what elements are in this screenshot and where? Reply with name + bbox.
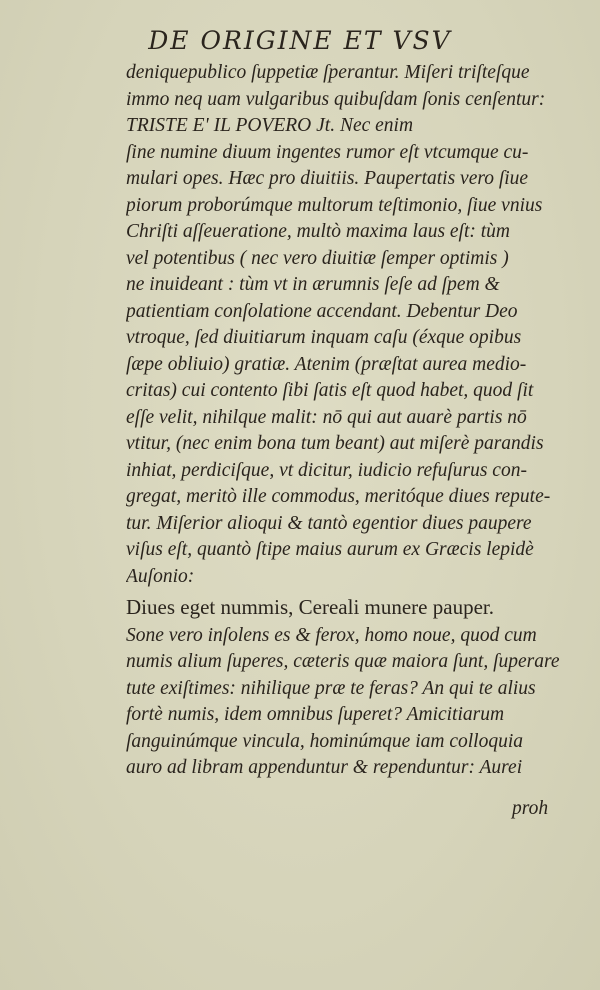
text-line: TRISTE E' IL POVERO Jt. Nec enim (126, 115, 414, 136)
text-line: vtroque, ſed diuitiarum inquam caſu (éxque opibus (126, 327, 522, 348)
text-line: tur. Miſerior alioqui & tantò egentior diues paupere (126, 512, 532, 534)
text-line: vel potentibus ( nec vero diuitiæ ſemper optimis ) (126, 247, 509, 269)
text-line: auro ad libram appenduntur & rependuntur: Aurei (126, 757, 523, 778)
text-line: ſanguinúmque vincula, hominúmque iam colloquia (126, 730, 523, 752)
text-line: piorum proborúmque multorum teſtimonio, ſiue vnius (126, 194, 543, 216)
text-line: Sone vero inſolens es & ferox, homo noue, quod cum (126, 624, 537, 646)
catchword: proh (512, 798, 549, 819)
text-line: eſſe velit, nihilque malit: nō qui aut auarè partis nō (126, 406, 527, 428)
text-line: immo neq uam vulgaribus quibuſdam ſonis cenſentur: (126, 88, 546, 110)
text-line: gregat, meritò ille commodus, meritóque diues repute- (126, 486, 551, 507)
text-line: tute exiſtimes: nihilique præ te feras? An qui te alius (126, 677, 536, 699)
text-line: fortè numis, idem omnibus ſuperet? Amicitiarum (126, 704, 505, 725)
text-line: mulari opes. Hæc pro diuitiis. Paupertatis vero ſiue (126, 168, 529, 189)
verse-line: Diues eget nummis, Cereali munere pauper. (126, 595, 494, 619)
text-line: Chriſti aſſeueratione, multò maxima laus eſt: tùm (126, 221, 511, 242)
text-line: ſine numine diuum ingentes rumor eſt vtcumque cu- (126, 141, 529, 163)
text-line: vtitur, (nec enim bona tum beant) aut miſerè parandis (126, 433, 544, 454)
text-line: patientiam conſolatione accendant. Debentur Deo (126, 300, 518, 322)
text-line: inhiat, perdiciſque, vt dicitur, iudicio refuſurus con- (126, 459, 527, 481)
text-line: numis alium ſuperes, cæteris quæ maiora ſunt, ſuperare (126, 651, 560, 672)
text-line: Auſonio: (126, 565, 195, 587)
running-head: DE ORIGINE ET VSV (148, 26, 452, 55)
text-line: viſus eſt, quantò ſtipe maius aurum ex Græcis lepidè (126, 539, 534, 560)
text-line: critas) cui contento ſibi ſatis eſt quod habet, quod ſit (126, 380, 534, 401)
text-line: deniquepublico ſuppetiæ ſperantur. Miſeri triſteſque (126, 62, 530, 83)
text-block (126, 60, 562, 782)
text-line: ſæpe obliuio) gratiæ. Atenim (præſtat aurea medio- (126, 353, 527, 375)
text-line: ne inuideant : tùm vt in ærumnis ſeſe ad ſpem & (126, 274, 500, 295)
